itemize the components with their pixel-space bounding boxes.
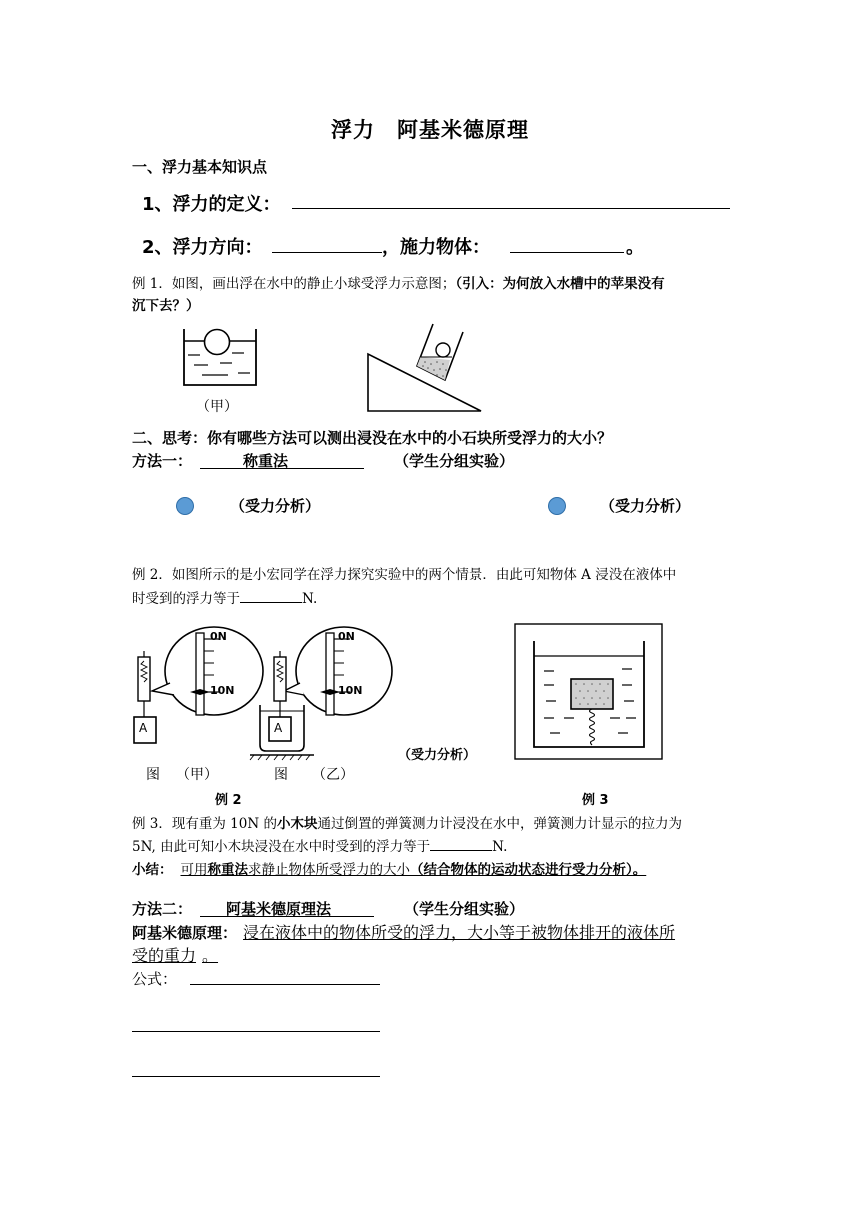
figure-yi-char: 图 (274, 767, 288, 783)
summary (132, 858, 646, 878)
summary-part-a: 可用 (180, 862, 208, 878)
example1-text (132, 272, 665, 292)
method1-note: （学生分组实验） (394, 452, 515, 470)
example3-line1-start: 例 3．现有重为 10N 的 (132, 816, 277, 832)
example2-line2 (132, 587, 317, 607)
object-dot-right (548, 497, 566, 515)
method1-value: 称重法 (243, 452, 289, 470)
floating-ball-figure (180, 325, 260, 390)
block-a-label-jia: A (139, 721, 148, 735)
force-analysis-left: （受力分析） (230, 497, 321, 515)
method2-label: 方法二： (132, 900, 193, 918)
archimedes-principle-line2 (132, 943, 234, 966)
formula-label: 公式： (132, 970, 178, 988)
answer-line-1[interactable] (132, 1031, 380, 1032)
example2-line2-text: 时受到的浮力等于 (132, 591, 240, 607)
summary-weighing-method: 称重法 (207, 862, 248, 878)
figure-jia-label: （甲） (196, 399, 238, 415)
object-dot-left (176, 497, 194, 515)
scale-bottom-label-jia: 10N (210, 684, 235, 697)
summary-part-d: （结合物体的运动状态进行受力分析）。 (410, 862, 647, 878)
force-analysis-right: （受力分析） (600, 497, 691, 515)
example2-line1: 例 2．如图所示的是小宏同学在浮力探究实验中的两个情景．由此可知物体 A 浸没在液体中 (132, 567, 677, 583)
example1-intro-continued: 沉下去？） (132, 298, 200, 314)
example3-unit: N. (492, 839, 508, 855)
wooden-block-spring-figure (514, 623, 664, 761)
example2-caption: 例 2 (215, 793, 242, 808)
scale-top-label-yi: 0N (338, 630, 355, 643)
spring-scale-liquid-figure (248, 625, 388, 760)
example3-caption: 例 3 (582, 793, 609, 808)
archimedes-principle-line1 (132, 920, 675, 943)
example2-answer-blank[interactable] (240, 602, 302, 603)
method2-note: （学生分组实验） (404, 900, 525, 918)
summary-part-c: 求静止物体所受浮力的大小 (248, 862, 410, 878)
method1-label: 方法一： (132, 452, 193, 470)
question-buoyancy-direction: 2、浮力方向： (142, 237, 263, 258)
archimedes-principle-label: 阿基米德原理： (132, 924, 238, 942)
method2-value: 阿基米德原理法 (226, 900, 332, 918)
example1-intro: （引入：为何放入水槽中的苹果没有 (455, 276, 665, 292)
question-force-object: ，施力物体： (382, 237, 490, 258)
example3-wooden-block: 小木块 (276, 816, 318, 832)
formula-blank[interactable] (190, 984, 380, 985)
figure-jia-char: 图 (146, 767, 160, 783)
definition-blank[interactable] (292, 208, 730, 209)
section1-heading: 一、浮力基本知识点 (132, 158, 268, 176)
force-object-blank[interactable] (510, 252, 624, 253)
incline-container-figure (365, 322, 485, 414)
section2-heading: 二、思考：你有哪些方法可以测出浸没在水中的小石块所受浮力的大小？ (132, 429, 613, 447)
archimedes-principle-text-b: 受的重力 (132, 946, 197, 965)
scale-top-label-jia: 0N (210, 630, 227, 643)
question-end-mark: 。 (626, 237, 644, 258)
example3-line2-text: 5N, 由此可知小木块浸没在水中时受到的浮力等于 (132, 839, 431, 855)
example3-line1-end: 通过倒置的弹簧测力计浸没在水中，弹簧测力计显示的拉力为 (317, 816, 682, 832)
example3-answer-blank[interactable] (430, 850, 492, 851)
scale-bottom-label-yi: 10N (338, 684, 363, 697)
figure-jia-label-ex2: （甲） (176, 767, 218, 783)
archimedes-principle-end: 。 (202, 946, 219, 965)
example3-line2 (132, 835, 507, 855)
example1-prompt: 例 1．如图，画出浮在水中的静止小球受浮力示意图； (132, 276, 456, 292)
answer-line-2[interactable] (132, 1076, 380, 1077)
figure-yi-label: （乙） (312, 767, 354, 783)
archimedes-principle-text-a: 浸在液体中的物体所受的浮力，大小等于被物体排开的液体所 (243, 923, 676, 942)
question-buoyancy-definition: 1、浮力的定义： (142, 194, 281, 215)
example2-unit: N. (302, 591, 318, 607)
force-analysis-ex2: （受力分析） (398, 748, 477, 763)
block-a-label-yi: A (274, 721, 283, 735)
page-title: 浮力 阿基米德原理 (331, 117, 529, 142)
summary-label: 小结： (132, 862, 173, 878)
example3-line1 (132, 812, 682, 832)
direction-blank[interactable] (272, 252, 382, 253)
